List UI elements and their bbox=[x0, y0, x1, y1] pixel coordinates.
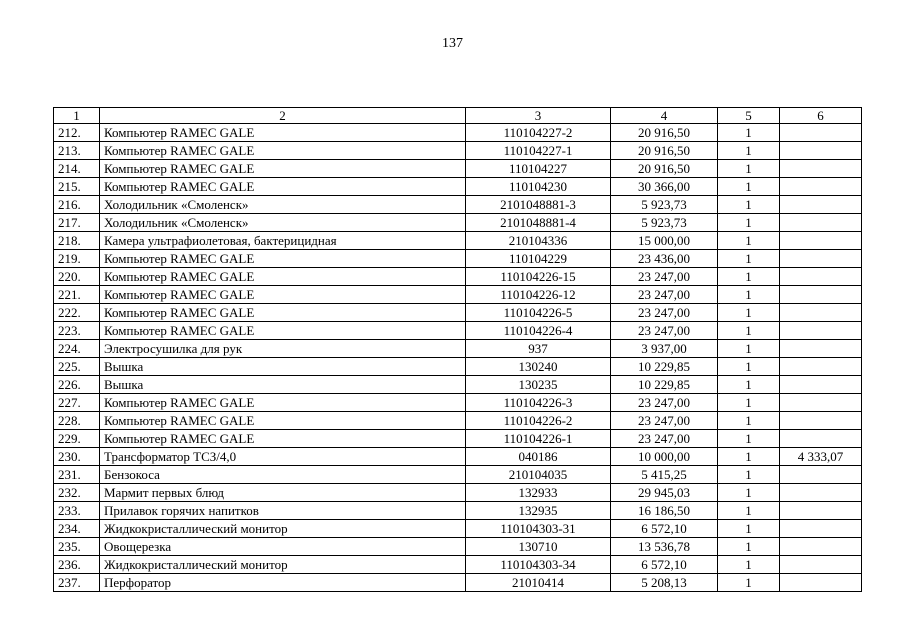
cost-cell: 23 247,00 bbox=[611, 412, 718, 430]
extra-value-cell bbox=[780, 376, 862, 394]
quantity-cell: 1 bbox=[718, 430, 780, 448]
inventory-code-cell: 210104035 bbox=[466, 466, 611, 484]
column-header-1: 1 bbox=[54, 108, 100, 124]
quantity-cell: 1 bbox=[718, 538, 780, 556]
inventory-code-cell: 130710 bbox=[466, 538, 611, 556]
row-number-cell: 216. bbox=[54, 196, 100, 214]
quantity-cell: 1 bbox=[718, 502, 780, 520]
table-row bbox=[54, 214, 862, 232]
table-row bbox=[54, 232, 862, 250]
row-number-cell: 223. bbox=[54, 322, 100, 340]
item-name-cell: Компьютер RAMEC GALE bbox=[100, 178, 466, 196]
table-row bbox=[54, 178, 862, 196]
quantity-cell: 1 bbox=[718, 250, 780, 268]
quantity-cell: 1 bbox=[718, 268, 780, 286]
table-row bbox=[54, 268, 862, 286]
table-row bbox=[54, 448, 862, 466]
inventory-code-cell: 937 bbox=[466, 340, 611, 358]
inventory-code-cell: 110104226-5 bbox=[466, 304, 611, 322]
row-number-cell: 218. bbox=[54, 232, 100, 250]
item-name-cell: Электросушилка для рук bbox=[100, 340, 466, 358]
table-row bbox=[54, 538, 862, 556]
inventory-code-cell: 21010414 bbox=[466, 574, 611, 592]
inventory-code-cell: 110104229 bbox=[466, 250, 611, 268]
item-name-cell: Компьютер RAMEC GALE bbox=[100, 394, 466, 412]
extra-value-cell bbox=[780, 358, 862, 376]
cost-cell: 23 247,00 bbox=[611, 430, 718, 448]
cost-cell: 16 186,50 bbox=[611, 502, 718, 520]
extra-value-cell: 4 333,07 bbox=[780, 448, 862, 466]
column-header-6: 6 bbox=[780, 108, 862, 124]
cost-cell: 20 916,50 bbox=[611, 142, 718, 160]
row-number-cell: 215. bbox=[54, 178, 100, 196]
extra-value-cell bbox=[780, 196, 862, 214]
cost-cell: 30 366,00 bbox=[611, 178, 718, 196]
cost-cell: 23 436,00 bbox=[611, 250, 718, 268]
extra-value-cell bbox=[780, 124, 862, 142]
cost-cell: 6 572,10 bbox=[611, 520, 718, 538]
column-header-4: 4 bbox=[611, 108, 718, 124]
cost-cell: 23 247,00 bbox=[611, 394, 718, 412]
cost-cell: 6 572,10 bbox=[611, 556, 718, 574]
inventory-code-cell: 110104226-3 bbox=[466, 394, 611, 412]
cost-cell: 23 247,00 bbox=[611, 268, 718, 286]
row-number-cell: 214. bbox=[54, 160, 100, 178]
table-row bbox=[54, 358, 862, 376]
table-row bbox=[54, 340, 862, 358]
quantity-cell: 1 bbox=[718, 448, 780, 466]
extra-value-cell bbox=[780, 286, 862, 304]
quantity-cell: 1 bbox=[718, 394, 780, 412]
row-number-cell: 227. bbox=[54, 394, 100, 412]
extra-value-cell bbox=[780, 484, 862, 502]
item-name-cell: Компьютер RAMEC GALE bbox=[100, 430, 466, 448]
inventory-code-cell: 110104230 bbox=[466, 178, 611, 196]
extra-value-cell bbox=[780, 556, 862, 574]
inventory-code-cell: 132933 bbox=[466, 484, 611, 502]
quantity-cell: 1 bbox=[718, 232, 780, 250]
item-name-cell: Компьютер RAMEC GALE bbox=[100, 268, 466, 286]
table-row bbox=[54, 484, 862, 502]
extra-value-cell bbox=[780, 322, 862, 340]
quantity-cell: 1 bbox=[718, 520, 780, 538]
inventory-code-cell: 110104303-31 bbox=[466, 520, 611, 538]
quantity-cell: 1 bbox=[718, 142, 780, 160]
quantity-cell: 1 bbox=[718, 340, 780, 358]
table-row bbox=[54, 430, 862, 448]
cost-cell: 23 247,00 bbox=[611, 286, 718, 304]
row-number-cell: 220. bbox=[54, 268, 100, 286]
quantity-cell: 1 bbox=[718, 322, 780, 340]
extra-value-cell bbox=[780, 538, 862, 556]
extra-value-cell bbox=[780, 340, 862, 358]
table-header-row bbox=[54, 108, 862, 124]
table-row bbox=[54, 376, 862, 394]
table-row bbox=[54, 466, 862, 484]
table-row bbox=[54, 574, 862, 592]
item-name-cell: Вышка bbox=[100, 358, 466, 376]
row-number-cell: 231. bbox=[54, 466, 100, 484]
inventory-code-cell: 040186 bbox=[466, 448, 611, 466]
table-row bbox=[54, 394, 862, 412]
inventory-code-cell: 110104226-1 bbox=[466, 430, 611, 448]
quantity-cell: 1 bbox=[718, 178, 780, 196]
cost-cell: 10 229,85 bbox=[611, 358, 718, 376]
cost-cell: 5 415,25 bbox=[611, 466, 718, 484]
item-name-cell: Холодильник «Смоленск» bbox=[100, 196, 466, 214]
column-header-5: 5 bbox=[718, 108, 780, 124]
table-row bbox=[54, 160, 862, 178]
quantity-cell: 1 bbox=[718, 124, 780, 142]
extra-value-cell bbox=[780, 178, 862, 196]
row-number-cell: 235. bbox=[54, 538, 100, 556]
table-row bbox=[54, 286, 862, 304]
inventory-code-cell: 110104226-4 bbox=[466, 322, 611, 340]
row-number-cell: 230. bbox=[54, 448, 100, 466]
quantity-cell: 1 bbox=[718, 304, 780, 322]
cost-cell: 23 247,00 bbox=[611, 322, 718, 340]
page-number: 137 bbox=[442, 36, 463, 51]
cost-cell: 23 247,00 bbox=[611, 304, 718, 322]
row-number-cell: 226. bbox=[54, 376, 100, 394]
inventory-code-cell: 132935 bbox=[466, 502, 611, 520]
extra-value-cell bbox=[780, 394, 862, 412]
item-name-cell: Компьютер RAMEC GALE bbox=[100, 124, 466, 142]
item-name-cell: Компьютер RAMEC GALE bbox=[100, 304, 466, 322]
quantity-cell: 1 bbox=[718, 196, 780, 214]
quantity-cell: 1 bbox=[718, 286, 780, 304]
table-row bbox=[54, 142, 862, 160]
extra-value-cell bbox=[780, 214, 862, 232]
quantity-cell: 1 bbox=[718, 412, 780, 430]
quantity-cell: 1 bbox=[718, 484, 780, 502]
row-number-cell: 221. bbox=[54, 286, 100, 304]
column-header-2: 2 bbox=[100, 108, 466, 124]
item-name-cell: Бензокоса bbox=[100, 466, 466, 484]
quantity-cell: 1 bbox=[718, 466, 780, 484]
item-name-cell: Компьютер RAMEC GALE bbox=[100, 250, 466, 268]
inventory-code-cell: 110104226-2 bbox=[466, 412, 611, 430]
item-name-cell: Компьютер RAMEC GALE bbox=[100, 412, 466, 430]
table-row bbox=[54, 502, 862, 520]
extra-value-cell bbox=[780, 412, 862, 430]
item-name-cell: Компьютер RAMEC GALE bbox=[100, 286, 466, 304]
quantity-cell: 1 bbox=[718, 160, 780, 178]
item-name-cell: Компьютер RAMEC GALE bbox=[100, 142, 466, 160]
row-number-cell: 217. bbox=[54, 214, 100, 232]
quantity-cell: 1 bbox=[718, 574, 780, 592]
inventory-code-cell: 110104226-12 bbox=[466, 286, 611, 304]
cost-cell: 29 945,03 bbox=[611, 484, 718, 502]
table-row bbox=[54, 250, 862, 268]
extra-value-cell bbox=[780, 520, 862, 538]
table-body bbox=[54, 124, 862, 592]
extra-value-cell bbox=[780, 304, 862, 322]
item-name-cell: Камера ультрафиолетовая, бактерицидная bbox=[100, 232, 466, 250]
quantity-cell: 1 bbox=[718, 214, 780, 232]
item-name-cell: Жидкокристаллический монитор bbox=[100, 520, 466, 538]
inventory-code-cell: 2101048881-3 bbox=[466, 196, 611, 214]
extra-value-cell bbox=[780, 502, 862, 520]
item-name-cell: Мармит первых блюд bbox=[100, 484, 466, 502]
inventory-code-cell: 110104226-15 bbox=[466, 268, 611, 286]
item-name-cell: Компьютер RAMEC GALE bbox=[100, 160, 466, 178]
quantity-cell: 1 bbox=[718, 556, 780, 574]
row-number-cell: 212. bbox=[54, 124, 100, 142]
cost-cell: 3 937,00 bbox=[611, 340, 718, 358]
column-header-3: 3 bbox=[466, 108, 611, 124]
inventory-code-cell: 130235 bbox=[466, 376, 611, 394]
table-row bbox=[54, 520, 862, 538]
inventory-code-cell: 2101048881-4 bbox=[466, 214, 611, 232]
extra-value-cell bbox=[780, 160, 862, 178]
cost-cell: 20 916,50 bbox=[611, 124, 718, 142]
extra-value-cell bbox=[780, 268, 862, 286]
row-number-cell: 228. bbox=[54, 412, 100, 430]
row-number-cell: 222. bbox=[54, 304, 100, 322]
cost-cell: 5 923,73 bbox=[611, 196, 718, 214]
row-number-cell: 225. bbox=[54, 358, 100, 376]
cost-cell: 15 000,00 bbox=[611, 232, 718, 250]
table-row bbox=[54, 412, 862, 430]
extra-value-cell bbox=[780, 142, 862, 160]
extra-value-cell bbox=[780, 232, 862, 250]
inventory-table bbox=[53, 107, 862, 592]
item-name-cell: Овощерезка bbox=[100, 538, 466, 556]
row-number-cell: 219. bbox=[54, 250, 100, 268]
quantity-cell: 1 bbox=[718, 376, 780, 394]
inventory-code-cell: 110104303-34 bbox=[466, 556, 611, 574]
row-number-cell: 229. bbox=[54, 430, 100, 448]
row-number-cell: 236. bbox=[54, 556, 100, 574]
cost-cell: 20 916,50 bbox=[611, 160, 718, 178]
inventory-code-cell: 110104227 bbox=[466, 160, 611, 178]
table-row bbox=[54, 196, 862, 214]
table-row bbox=[54, 556, 862, 574]
extra-value-cell bbox=[780, 250, 862, 268]
item-name-cell: Вышка bbox=[100, 376, 466, 394]
inventory-code-cell: 110104227-2 bbox=[466, 124, 611, 142]
item-name-cell: Холодильник «Смоленск» bbox=[100, 214, 466, 232]
item-name-cell: Трансформатор ТСЗ/4,0 bbox=[100, 448, 466, 466]
extra-value-cell bbox=[780, 430, 862, 448]
cost-cell: 10 000,00 bbox=[611, 448, 718, 466]
row-number-cell: 234. bbox=[54, 520, 100, 538]
row-number-cell: 233. bbox=[54, 502, 100, 520]
cost-cell: 13 536,78 bbox=[611, 538, 718, 556]
cost-cell: 5 923,73 bbox=[611, 214, 718, 232]
cost-cell: 10 229,85 bbox=[611, 376, 718, 394]
row-number-cell: 232. bbox=[54, 484, 100, 502]
table-row bbox=[54, 304, 862, 322]
row-number-cell: 213. bbox=[54, 142, 100, 160]
item-name-cell: Компьютер RAMEC GALE bbox=[100, 322, 466, 340]
item-name-cell: Перфоратор bbox=[100, 574, 466, 592]
extra-value-cell bbox=[780, 574, 862, 592]
extra-value-cell bbox=[780, 466, 862, 484]
table-row bbox=[54, 322, 862, 340]
table-row bbox=[54, 124, 862, 142]
inventory-code-cell: 210104336 bbox=[466, 232, 611, 250]
inventory-code-cell: 130240 bbox=[466, 358, 611, 376]
row-number-cell: 237. bbox=[54, 574, 100, 592]
quantity-cell: 1 bbox=[718, 358, 780, 376]
item-name-cell: Прилавок горячих напитков bbox=[100, 502, 466, 520]
inventory-code-cell: 110104227-1 bbox=[466, 142, 611, 160]
item-name-cell: Жидкокристаллический монитор bbox=[100, 556, 466, 574]
row-number-cell: 224. bbox=[54, 340, 100, 358]
cost-cell: 5 208,13 bbox=[611, 574, 718, 592]
